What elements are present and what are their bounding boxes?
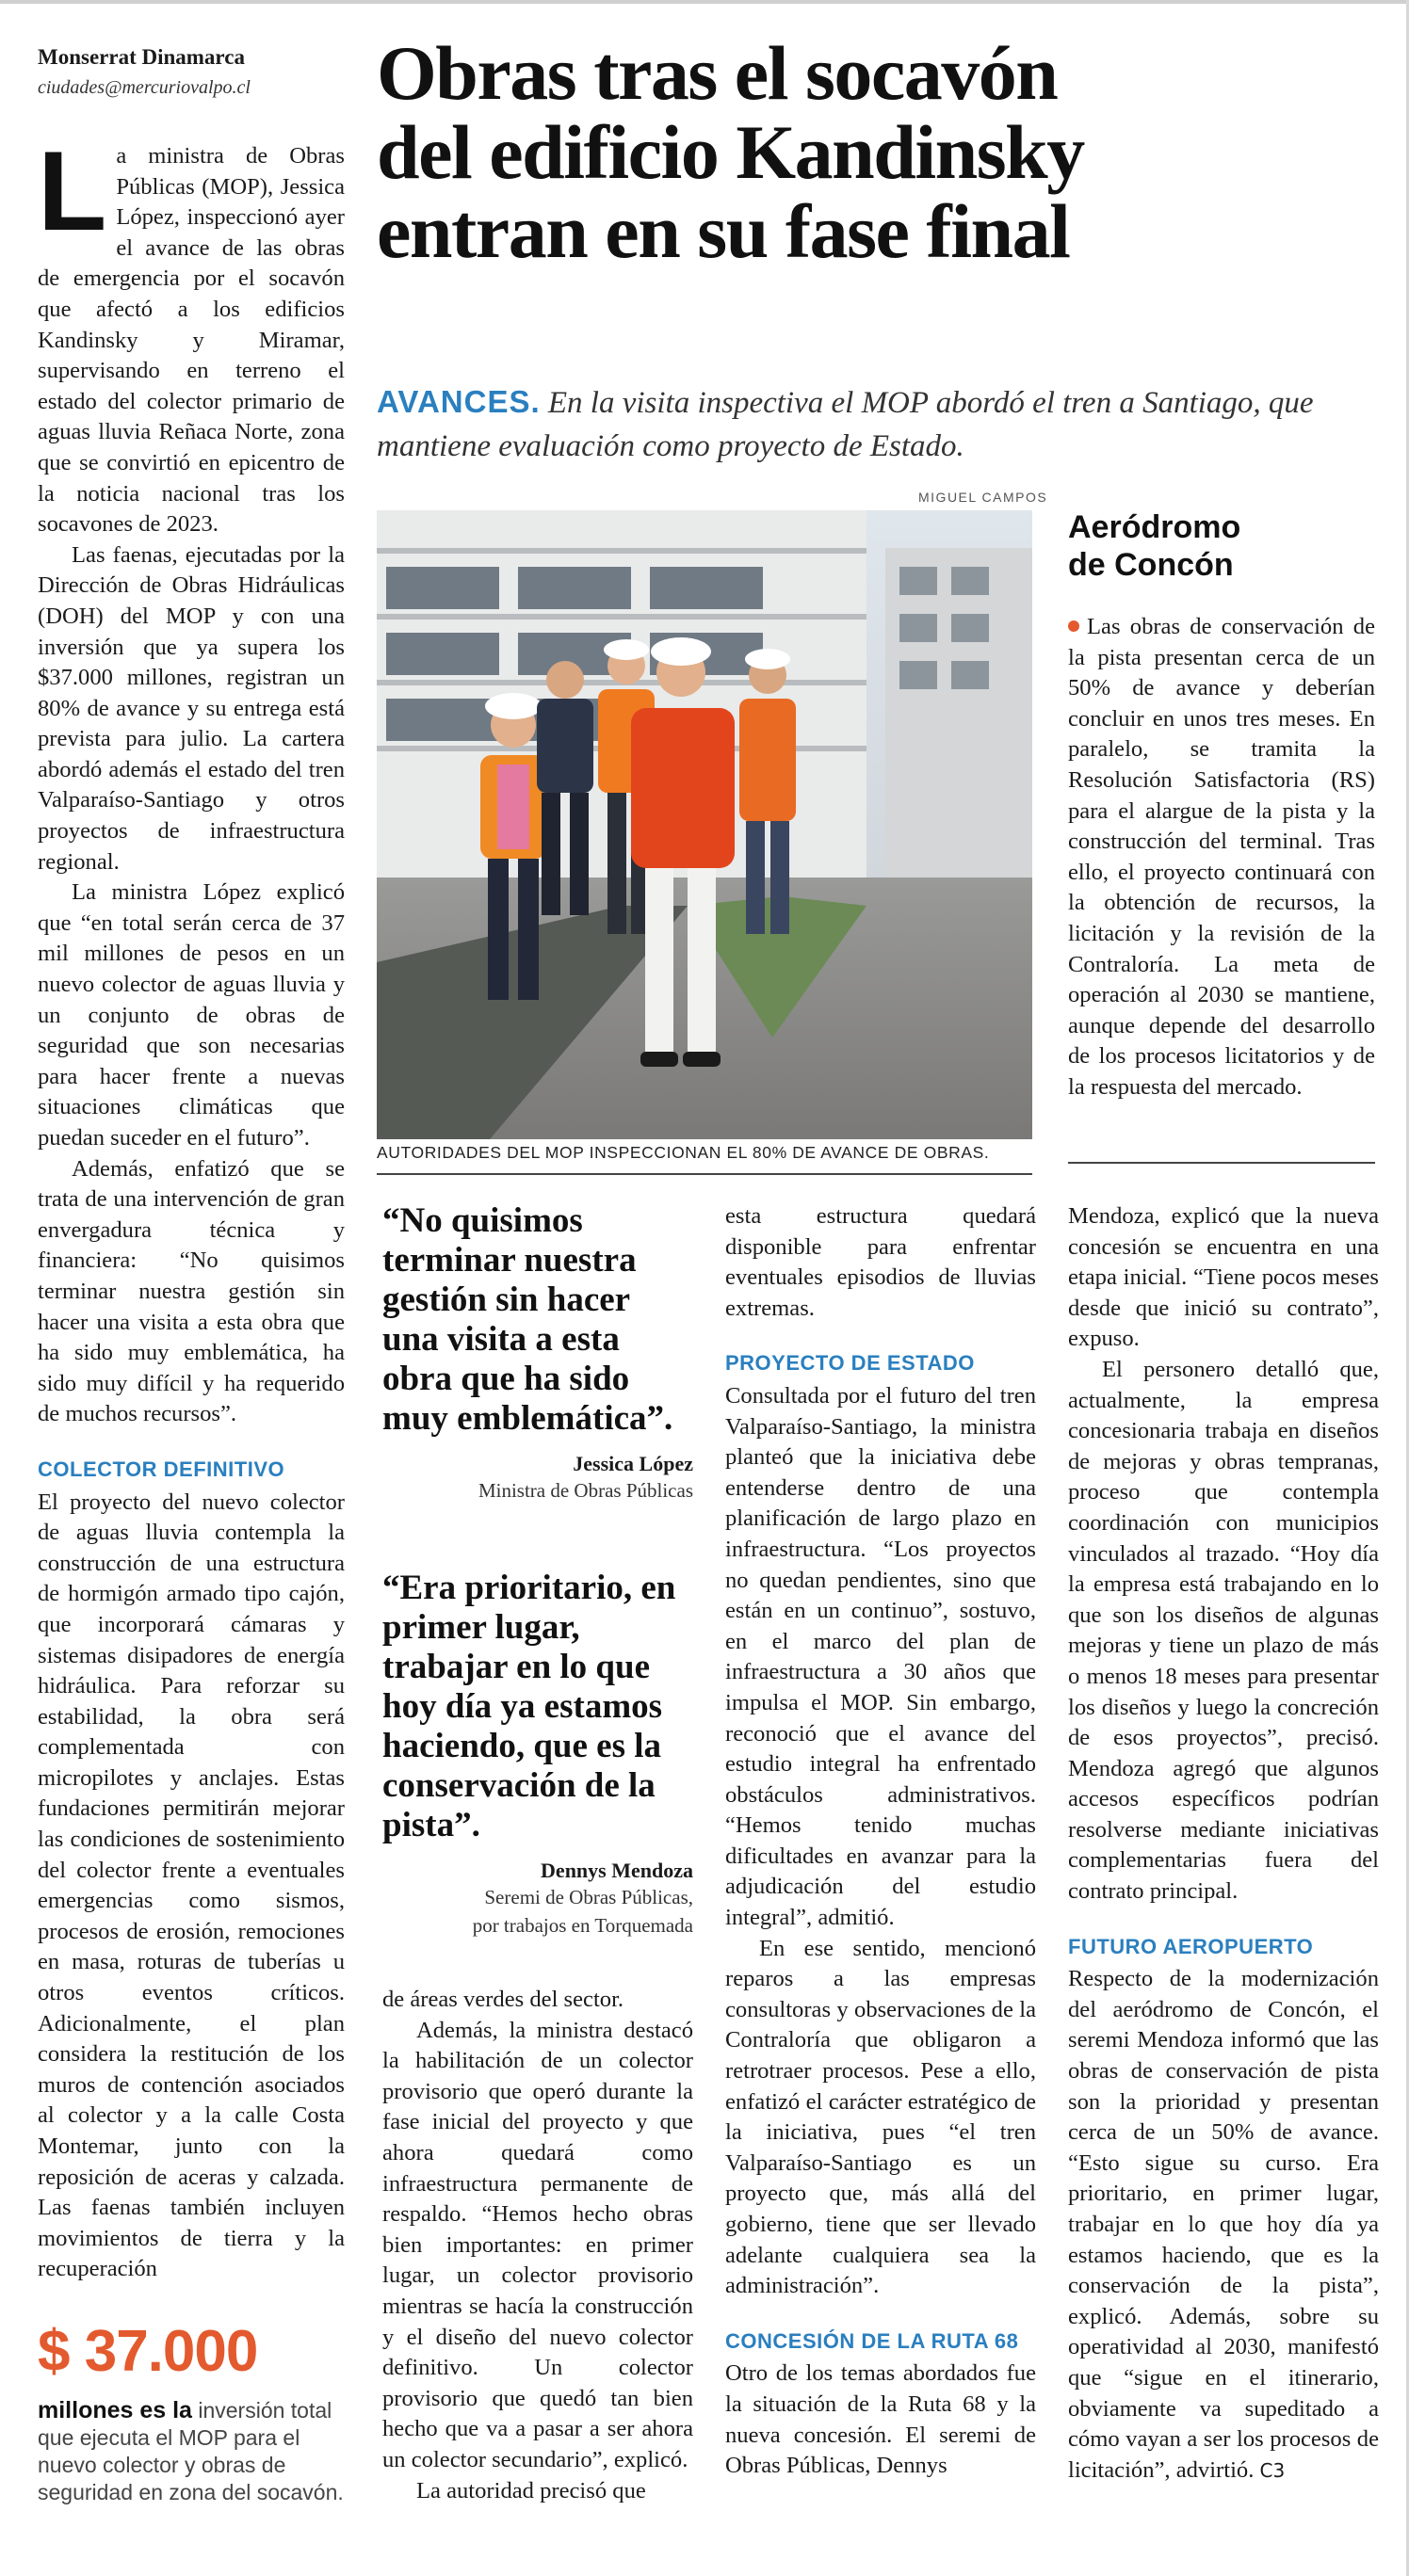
paragraph: El personero detalló que, actualmente, la empresa concesionaria trabaja en diseños de mejoras y obras tempranas, proceso que contempla coordinación con municipios vinculados al trazado. “Hoy día la empresa está trabajando en lo que son los diseños de algunas mejoras y tiene un plazo de más o menos 18 meses para presentar los diseños y luego la concreción de esos proyectos”, precisó. Mendoza agregó que algunos accesos específicos podrían resolverse mediante iniciativas complementarias fuera del contrato principal. [1068, 1356, 1379, 1905]
end-mark-icon: C3 [1259, 2458, 1286, 2482]
paragraph: esta estructura quedará disponible para enfrentar eventuales episodios de lluvias extremas. [725, 1203, 1036, 1321]
paragraph: Consultada por el futuro del tren Valparaíso-Santiago, la ministra planteó que la iniciativa debe entenderse dentro de una planificación de largo plazo en infraestructura. “Los proyectos no quedan pendientes, sino que están en un continuo”, sostuvo, en el marco del plan de infraestructura a 30 años que impulsa el MOP. Sin embargo, reconoció que el avance del estudio integral ha enfrentado obstáculos administrativos. “Hemos tenido muchas dificultades en avanzar para la adjudicación del estudio integral”, admitió. [725, 1382, 1036, 1931]
paragraph-text: Respecto de la modernización del aeródromo de Concón, el seremi Mendoza informó que las obras de conservación de pista son la prioridad y presentan cerca de un 50% de avance. “Esto sigue su curso. Era prioritario, en primer lugar, trabajar en lo que hoy día ya estamos haciendo, que es la conservación de la pista”, explicó. Además, sobre su operatividad al 2030, manifestó que “sigue en el itinerario, obviamente va supeditado a cómo vayan a ser los procesos de licitación”, advirtió. [1068, 1966, 1379, 2483]
pull-quote-mendoza [382, 1569, 693, 1940]
subhead-proyecto-de-estado: PROYECTO DE ESTADO [725, 1351, 975, 1376]
pull-quote-text: “Era prioritario, en primer lugar, trabajar en lo que hoy día ya estamos haciendo, que es la conservación de la pista”. [382, 1569, 676, 1844]
kicker-tag: AVANCES. [377, 384, 541, 419]
subhead-colector-definitivo: COLECTOR DEFINITIVO [38, 1457, 285, 1481]
article-column-2 [382, 1985, 693, 2506]
photo-caption: AUTORIDADES DEL MOP INSPECCIONAN EL 80% DE AVANCE DE OBRAS. [377, 1143, 990, 1162]
news-photo [377, 510, 1032, 1139]
kicker [377, 380, 1394, 468]
byline-email: ciudades@mercuriovalpo.cl [38, 77, 251, 98]
big-figure-caption [38, 2397, 348, 2506]
paragraph: El proyecto del nuevo colector de aguas lluvia contempla la construcción de una estructura de hormigón armado tipo cajón, que incorporará cámaras y sistemas disipadores de energía hidráulica. Para reforzar su estabilidad, la obra será complementada con micropilotes y anclajes. Estas fundaciones permitirán mejorar las condiciones de sostenimiento del colector frente a eventuales emergencias como sismos, procesos de erosión, remociones en masa, roturas de tuberías u otros eventos críticos. Adicionalmente, el plan considera la restitución de los muros de contención asociados al colector y a la calle Costa Montemar, junto con la reposición de aceras y calzada. Las faenas también incluyen movimientos de tierra y la recuperación [38, 1489, 345, 2282]
pull-quote-lopez [382, 1201, 693, 1505]
paragraph: Las faenas, ejecutadas por la Dirección de Obras Hidráulicas (DOH) del MOP y con una inversión que ya supera los $37.000 millones, registran un 80% de avance y su entrega está prevista para julio. La cartera abordó además el estado del tren Valparaíso-Santiago y otros proyectos de infraestructura regional. [38, 541, 345, 875]
lead-paragraph [38, 128, 345, 540]
pull-quote-name: Dennys Mendoza [541, 1859, 693, 1882]
paragraph: Además, enfatizó que se trata de una intervención de gran envergadura técnica y financiera: “No quisimos terminar nuestra gestión sin hacer una visita a esta obra que ha sido muy emblemática, ha sido muy difícil y ha requerido de muchos recursos”. [38, 1155, 345, 1427]
sidebar-body [1068, 612, 1375, 1103]
caption-rule [377, 1173, 1032, 1175]
paragraph: de áreas verdes del sector. [382, 1987, 624, 2012]
article-column-3 [725, 1201, 1036, 2482]
pull-quote-role: Ministra de Obras Públicas [478, 1479, 693, 1502]
dropcap: L [38, 128, 107, 254]
paragraph: Mendoza, explicó que la nueva concesión se encuentra en una etapa inicial. “Tiene pocos meses desde que inició su contrato”, expuso. [1068, 1203, 1379, 1352]
headline-line-3: entran en su fase final [377, 188, 1070, 274]
sidebar-title [1068, 508, 1240, 584]
bullet-icon [1068, 620, 1079, 632]
headline-line-1: Obras tras el socavón [377, 30, 1058, 116]
pull-quote-role-line-2: por trabajos en Torquemada [472, 1914, 693, 1937]
paragraph: Otro de los temas abordados fue la situación de la Ruta 68 y la nueva concesión. El seremi de Obras Públicas, Dennys [725, 2360, 1036, 2479]
pull-quote-text: “No quisimos terminar nuestra gestión sin hacer una visita a esta obra que ha sido muy emblemática”. [382, 1201, 673, 1438]
lead-paragraph-text: a ministra de Obras Públicas (MOP), Jessica López, inspeccionó ayer el avance de las obras de emergencia por el socavón que afectó a los edificios Kandinsky y Miramar, supervisando en terreno el estado del colector primario de aguas lluvia Reñaca Norte, zona que se convirtió en epicentro de la noticia nacional tras los socavones de 2023. [38, 143, 345, 538]
subhead-concesion-ruta-68: CONCESIÓN DE LA RUTA 68 [725, 2328, 1019, 2353]
sidebar-title-line-2: de Concón [1068, 547, 1234, 583]
pull-quote-name: Jessica López [573, 1452, 693, 1475]
subhead-futuro-aeropuerto: FUTURO AEROPUERTO [1068, 1934, 1314, 1958]
sidebar-rule [1068, 1162, 1375, 1164]
paragraph: La ministra López explicó que “en total serán cerca de 37 mil millones de pesos en un nuevo colector de aguas lluvia y un conjunto de obras de seguridad que son necesarias para hacer frente a nuevas situaciones climáticas que puedan suceder en el futuro”. [38, 879, 345, 1151]
headline-line-2: del edificio Kandinsky [377, 109, 1084, 195]
paragraph [1068, 1964, 1379, 2486]
top-rule [0, 0, 1409, 4]
paragraph: La autoridad precisó que [416, 2477, 646, 2504]
sidebar-paragraph-text: Las obras de conservación de la pista presentan cerca de un 50% de avance y deberían concluir en unos tres meses. En paralelo, se tramita la Resolución Satisfactoria (RS) para el alargue de la pista y la construcción del terminal. Tras ello, el proyecto continuará con la obtención de recursos, la licitación y la revisión de la Contraloría. La meta de operación al 2030 se mantiene, aunque depende del desarrollo de los procesos licitatorios y de la respuesta del mercado. [1068, 614, 1375, 1100]
photo-credit: MIGUEL CAMPOS [918, 490, 1048, 505]
sidebar-paragraph [1068, 612, 1375, 1103]
sidebar-title-line-1: Aeródromo [1068, 509, 1241, 545]
kicker-text: En la visita inspectiva el MOP abordó el tren a Santiago, que mantiene evaluación como proyecto de Estado. [377, 386, 1314, 463]
big-figure-lead: millones es la [38, 2397, 192, 2423]
big-figure-text: inversión total que ejecuta el MOP para el nuevo colector y obras de seguridad en zona del socavón. [38, 2398, 344, 2504]
paragraph: En ese sentido, mencionó reparos a las empresas consultoras y observaciones de la Contraloría que obligaron a retrotraer procesos. Pese a ello, enfatizó el carácter estratégico de la iniciativa, pues “el tren Valparaíso-Santiago es un proyecto que, más allá del gobierno, tiene que ser llevado adelante cualquiera sea la administración”. [725, 1935, 1036, 2299]
pull-quote-role-line-1: Seremi de Obras Públicas, [484, 1886, 693, 1908]
big-figure-number: $ 37.000 [38, 2319, 258, 2384]
headline [377, 30, 1394, 274]
photo-illustration [377, 510, 1032, 1139]
article-column-4 [1068, 1201, 1379, 2486]
byline-author: Monserrat Dinamarca [38, 45, 245, 69]
paragraph: Además, la ministra destacó la habilitación de un colector provisorio que operó durante la fase inicial del proyecto y que ahora quedará como infraestructura permanente de respaldo. “Hemos hecho obras bien importantes: en primer lugar, un colector provisorio mientras se hacía la construcción y el diseño del nuevo colector definitivo. Un colector provisorio que quedó tan bien hecho que va a pasar a ser ahora un colector secundario”, explicó. [382, 2017, 693, 2472]
article-column-1 [38, 128, 345, 2285]
